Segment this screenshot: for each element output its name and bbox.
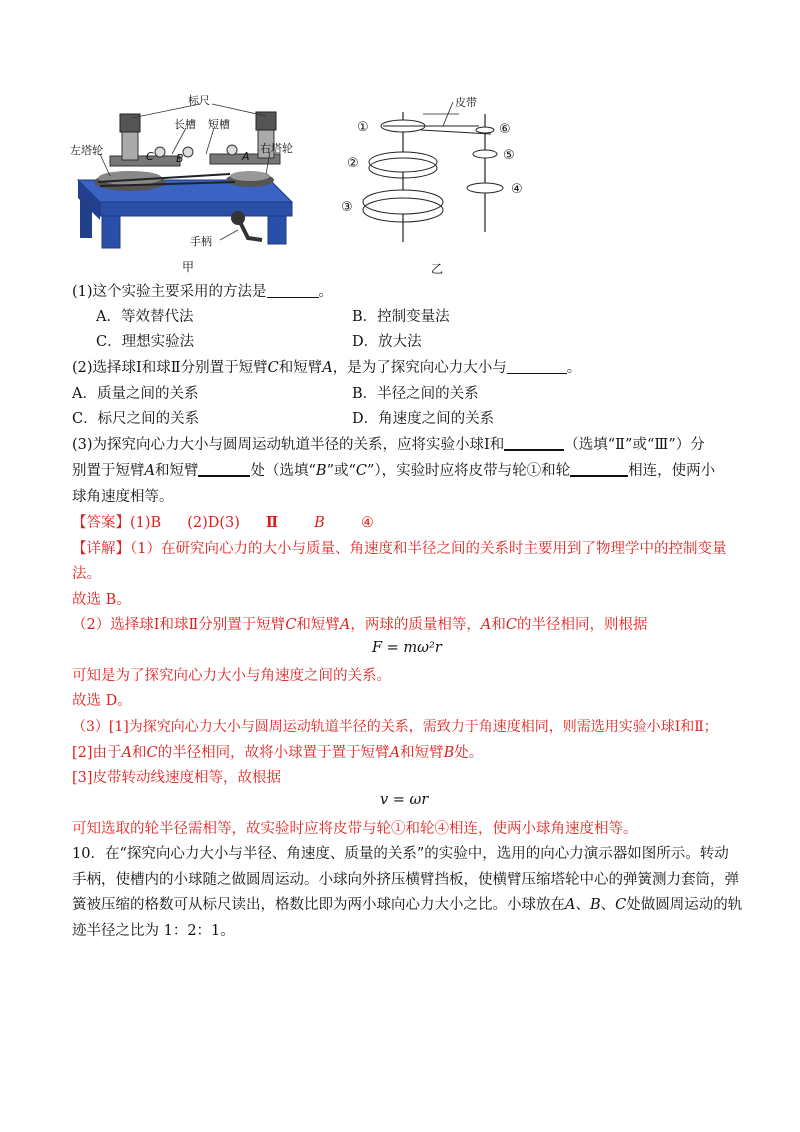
- q3-l2-post: 处（选填“: [250, 463, 316, 479]
- detail-l8-var-a2: A: [389, 745, 401, 761]
- detail-l4-var-a: A: [339, 617, 351, 633]
- answer-part-4: B: [314, 515, 325, 531]
- detail-l8-end: 处。: [454, 745, 484, 761]
- q2-stem-pre: (2)选择球Ⅰ和球Ⅱ分别置于短臂: [72, 360, 268, 376]
- scale-label: 标尺: [188, 94, 210, 107]
- detail-l4-mid: 和短臂: [296, 617, 340, 633]
- detail-l8-var-a: A: [121, 745, 133, 761]
- formula-linear-velocity: v = ωr: [380, 792, 429, 808]
- q10-line-4: 迹半径之比为 1：2：1。: [72, 923, 235, 939]
- q3-blank-1[interactable]: [504, 435, 564, 451]
- detail-l4-pre: （2）选择球Ⅰ和球Ⅱ分别置于短臂: [72, 617, 286, 633]
- q2-option-d[interactable]: D．角速度之间的关系: [352, 411, 495, 427]
- q3-blank-3[interactable]: [570, 461, 628, 477]
- q10-l3-var-b: B: [589, 897, 601, 913]
- answer-part-3: Ⅱ: [265, 514, 279, 531]
- q10-l3-text: 簧被压缩的格数可从标尺读出，格数比即为两小球向心力大小之比。小球放在: [72, 897, 565, 913]
- q1-stem-end: 。: [318, 284, 334, 300]
- short-arm-label: 短槽: [208, 118, 230, 131]
- position-c-label: C: [146, 150, 154, 163]
- detail-l8-var-c: C: [146, 745, 158, 761]
- q3-l1-post: （选填“Ⅱ”或“Ⅲ”）分: [564, 437, 705, 453]
- answer-part-1: (1)B: [130, 515, 162, 531]
- belt-label: 皮带: [455, 96, 477, 109]
- q10-l3-sep-1: 、: [575, 897, 590, 913]
- q3-l2-or: ”或“: [326, 463, 356, 479]
- wheel-2-label: ②: [347, 156, 359, 171]
- formula-centripetal-force: F = mω²r: [372, 640, 442, 656]
- detail-line-2: 法。: [72, 566, 101, 582]
- q1-option-a[interactable]: A．等效替代法: [96, 309, 194, 325]
- figure-jia-caption: 甲: [182, 260, 195, 274]
- q1-stem: [72, 281, 333, 303]
- detail-line-6: 故选 D。: [72, 693, 132, 709]
- q10-line-3: [72, 894, 742, 916]
- wheel-5-label: ⑤: [503, 148, 515, 163]
- q2-var-a: A: [322, 360, 333, 376]
- q2-option-c[interactable]: C．标尺之间的关系: [72, 411, 200, 427]
- q1-option-c[interactable]: C．理想实验法: [96, 334, 195, 350]
- detail-l4-and: 和: [491, 617, 506, 633]
- wheel-6-label: ⑥: [499, 122, 511, 137]
- q3-line-2: [72, 460, 715, 482]
- q3-l2-pre: 别置于短臂: [72, 463, 145, 479]
- figure-jia: [70, 90, 300, 280]
- q10-l3-end: 处做圆周运动的轨: [626, 897, 743, 913]
- q2-answer-blank[interactable]: [507, 359, 567, 374]
- wheel-1-label: ①: [357, 120, 369, 135]
- q10-line-1: 10．在“探究向心力大小与半径、角速度、质量的关系”的实验中，选用的向心力演示器如图所示。转动: [72, 846, 729, 862]
- position-b-label: B: [176, 152, 184, 165]
- detail-l4-var-c2: C: [505, 617, 517, 633]
- q3-blank-2[interactable]: [198, 461, 250, 477]
- q2-option-a[interactable]: A．质量之间的关系: [72, 386, 199, 402]
- q3-line-3: 球角速度相等。: [72, 489, 174, 505]
- q3-l2-end: 相连，使两小: [628, 463, 716, 479]
- q3-l2-post2: ”），实验时应将皮带与轮①和轮: [367, 463, 571, 479]
- detail-l8-and2: 和短臂: [400, 745, 444, 761]
- detail-l8-pre: [2]由于: [72, 745, 122, 761]
- handle-label: 手柄: [190, 235, 212, 248]
- q3-var-a: A: [144, 463, 155, 479]
- q2-option-b[interactable]: B．半径之间的关系: [352, 386, 479, 402]
- detail-tag: 【详解】: [72, 541, 130, 557]
- detail-line-3: 故选 B。: [72, 592, 131, 608]
- q10-l3-sep-2: 、: [600, 897, 616, 913]
- q2-stem-end: 。: [566, 360, 582, 376]
- detail-l4-post: ，两球的质量相等，: [350, 617, 481, 633]
- answer-tag: 【答案】: [72, 515, 130, 531]
- q2-stem-mid: 和短臂: [278, 360, 323, 376]
- detail-l4-var-c: C: [285, 617, 297, 633]
- figure-yi: [335, 92, 545, 280]
- q1-stem-text: (1)这个实验主要采用的方法是: [72, 284, 267, 300]
- q1-option-b[interactable]: B．控制变量法: [352, 309, 450, 325]
- q3-line-1: [72, 434, 705, 456]
- detail-l4-end: 的半径相同，则根据: [517, 617, 648, 633]
- wheel-4-label: ④: [511, 182, 523, 197]
- detail-line-7: （3）[1]为探究向心力大小与圆周运动轨道半径的关系，需致力于角速度相同，则需选用实验小球Ⅰ和Ⅱ；: [72, 719, 718, 735]
- q1-answer-blank[interactable]: [267, 283, 319, 298]
- answer-part-2: (2)D(3): [187, 515, 240, 531]
- answer-line: [72, 512, 374, 534]
- wheel-3-label: ③: [341, 200, 353, 215]
- q10-l3-var-c: C: [615, 897, 627, 913]
- q1-option-d[interactable]: D．放大法: [352, 334, 422, 350]
- detail-line-4: [72, 614, 648, 636]
- q2-var-c: C: [267, 360, 279, 376]
- q2-stem-post: ，是为了探究向心力大小与: [332, 360, 507, 376]
- q10-line-2: 手柄，使槽内的小球随之做圆周运动。小球向外挤压横臂挡板，使横臂压缩塔轮中心的弹簧测力套筒，弹: [72, 872, 739, 888]
- detail-line-8: [72, 742, 483, 764]
- q3-l2-mid: 和短臂: [154, 463, 199, 479]
- left-tower-label: 左塔轮: [70, 144, 103, 157]
- q10-l3-var-a: A: [565, 897, 576, 913]
- right-tower-label: 右塔轮: [260, 142, 293, 155]
- q2-stem: [72, 357, 581, 379]
- detail-l8-mid: 的半径相同，故将小球置于置于短臂: [157, 745, 390, 761]
- q3-var-b: B: [315, 463, 327, 479]
- detail-line-10: 可知选取的轮半径需相等，故实验时应将皮带与轮①和轮④相连，使两小球角速度相等。: [72, 821, 638, 837]
- q3-var-c: C: [355, 463, 367, 479]
- position-a-label: A: [242, 150, 250, 163]
- q3-l1-pre: (3)为探究向心力大小与圆周运动轨道半径的关系，应将实验小球Ⅰ和: [72, 437, 505, 453]
- detail-l8-var-b: B: [443, 745, 455, 761]
- detail-line-9: [3]皮带转动线速度相等，故根据: [72, 770, 282, 786]
- figure-yi-caption: 乙: [431, 262, 444, 276]
- detail-line-1: [72, 538, 726, 560]
- long-arm-label: 长槽: [174, 118, 196, 131]
- detail-l1-text: （1）在研究向心力的大小与质量、角速度和半径之间的关系时主要用到了物理学中的控制变量: [130, 541, 727, 557]
- detail-line-5: 可知是为了探究向心力大小与角速度之间的关系。: [72, 668, 391, 684]
- detail-l8-and: 和: [132, 745, 147, 761]
- answer-part-5: ④: [360, 515, 374, 531]
- detail-l4-var-a2: A: [480, 617, 492, 633]
